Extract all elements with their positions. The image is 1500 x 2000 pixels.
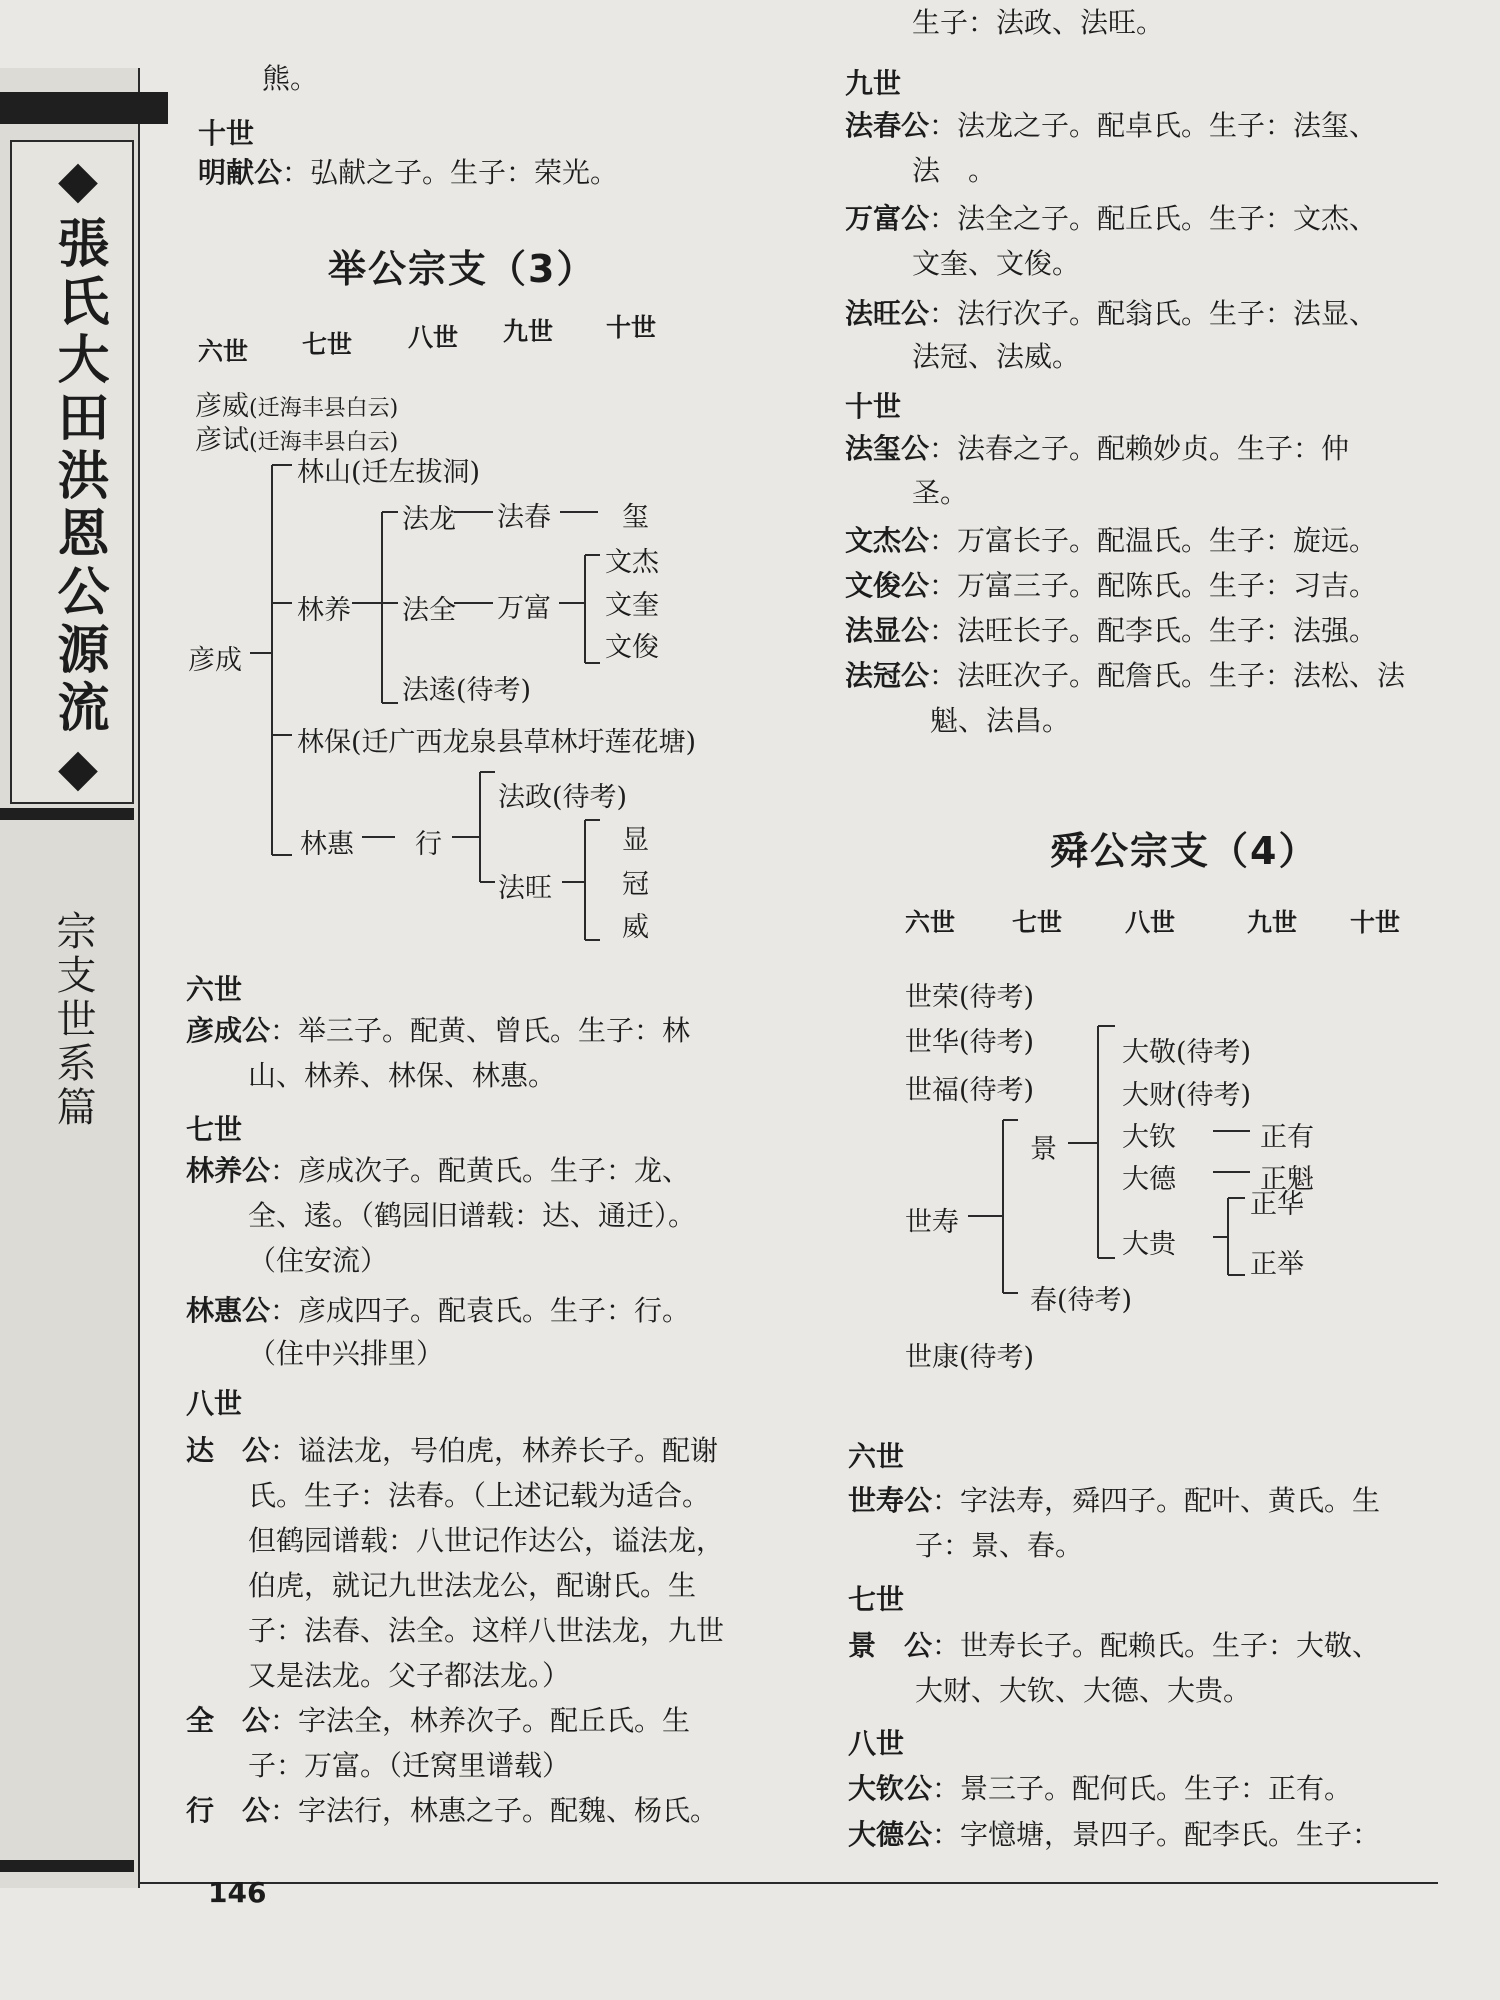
node-shishou: 世寿 [905,1207,959,1238]
node-zhengju: 正举 [1250,1249,1304,1280]
col-header-r8: 八世 [1125,908,1176,937]
entry-wanfu: 万富公：法全之子。配丘氏。生子：文杰、 [845,202,1378,235]
entry-yancheng-cont: 山、林养、林保、林惠。 [248,1059,557,1092]
entry-linhui-cont: （住中兴排里） [248,1337,445,1370]
col-header-10: 十世 [606,313,657,342]
node-wenjun: 文俊 [605,632,659,663]
entry-linyang-cont1: 全、逺。（鹤园旧谱载：达、通迁）。 [248,1199,697,1232]
gen8-label-left: 八世 [186,1387,243,1420]
node-fawang: 法旺 [498,873,552,904]
entry-linyang-cont2: （住安流） [248,1244,389,1277]
entry-jing-cont: 大财、大钦、大德、大贵。 [915,1674,1252,1707]
entry-da-cont4: 子：法春、法全。这样八世法龙，九世 [248,1614,725,1647]
entry-wenjun: 文俊公：万富三子。配陈氏。生子：习吉。 [845,569,1378,602]
node-yanshi: 彦试(迁海丰县白云) [195,425,399,456]
node-dade: 大德 [1122,1164,1176,1195]
entry-shishou-cont: 子：景、春。 [915,1529,1084,1562]
col-header-6: 六世 [198,337,249,366]
entry-wanfu-cont: 文奎、文俊。 [912,247,1081,280]
entry-fawang: 法旺公：法行次子。配翁氏。生子：法显、 [845,297,1378,330]
node-shikang: 世康(待考) [905,1342,1035,1373]
node-linbao: 林保(迁广西龙泉县草林圩莲花塘) [297,727,697,758]
entry-quan: 全 公：字法全，林养次子。配丘氏。生 [186,1704,691,1737]
book-title: ◆張氏大田洪恩公源流◆ [48,150,108,804]
entry-name: 明献公 [198,156,283,189]
entry-dade: 大德公：字憶塘，景四子。配李氏。生子： [848,1818,1381,1851]
gen6-label-left: 六世 [186,973,243,1006]
entry-quan-cont: 子：万富。（迁窝里谱载） [248,1749,571,1782]
entry-faxian: 法显公：法旺长子。配李氏。生子：法强。 [845,614,1378,647]
top-fragment-left: 熊。 [262,62,319,95]
entry-wenjie: 文杰公：万富长子。配温氏。生子：旋远。 [845,524,1378,557]
node-shifu: 世福(待考) [905,1075,1035,1106]
node-zhengkui: 正魁 [1260,1164,1314,1195]
node-wei: 威 [622,912,649,943]
node-fayuan: 法逺(待考) [402,675,532,706]
entry-fachun-cont: 法 。 [912,154,997,187]
top-fragment-right: 生子：法政、法旺。 [912,6,1165,39]
node-zhenghua: 正华 [1250,1189,1304,1220]
entry-faguan-cont: 魁、法昌。 [930,704,1071,737]
entry-linyang: 林养公：彦成次子。配黄氏。生子：龙、 [186,1154,691,1187]
node-dacai: 大财(待考) [1122,1080,1252,1111]
entry-shishou: 世寿公：字法寿，舜四子。配叶、黄氏。生 [848,1484,1381,1517]
node-wenjie: 文杰 [605,547,659,578]
entry-faguan: 法冠公：法旺次子。配詹氏。生子：法松、法 [845,659,1406,692]
node-xi: 玺 [622,502,649,533]
entry-yancheng: 彦成公：举三子。配黄、曾氏。生子：林 [186,1014,691,1047]
node-wenkui: 文奎 [605,590,659,621]
col-header-r10: 十世 [1350,908,1401,937]
section-name: 宗支世系篇 [50,910,96,1130]
entry-hang: 行 公：字法行，林惠之子。配魏、杨氏。 [186,1794,719,1827]
node-fachun: 法春 [497,502,551,533]
node-shirong: 世荣(待考) [905,982,1035,1013]
col-header-r7: 七世 [1012,908,1063,937]
node-daqin: 大钦 [1122,1122,1176,1153]
entry-mingxian: 明献公：弘献之子。生子：荣光。 [198,156,619,189]
gen9-label: 九世 [845,67,902,100]
entry-da: 达 公：谥法龙，号伯虎，林养长子。配谢 [186,1434,719,1467]
node-yanwei: 彦威(迁海丰县白云) [195,391,399,422]
node-xian: 显 [622,825,649,856]
gen7-label-right: 七世 [848,1583,905,1616]
node-falong: 法龙 [402,504,456,535]
gen6-label-right: 六世 [848,1440,905,1473]
node-linshan: 林山(迁左拔洞) [297,457,481,488]
node-faquan: 法全 [402,595,456,626]
node-dagui: 大贵 [1122,1229,1176,1260]
node-hang: 行 [415,829,442,860]
page-number: 146 [208,1876,267,1909]
node-yancheng: 彦成 [188,645,242,676]
entry-da-cont2: 但鹤园谱载：八世记作达公，谥法龙， [248,1524,725,1557]
col-header-r6: 六世 [905,908,956,937]
branch4-title: 舜公宗支（4） [1050,829,1319,873]
node-chun: 春(待考) [1030,1285,1133,1316]
node-guan: 冠 [622,869,649,900]
gen8-label-right: 八世 [848,1727,905,1760]
entry-jing: 景 公：世寿长子。配赖氏。生子：大敬、 [848,1629,1381,1662]
gen7-label-left: 七世 [186,1113,243,1146]
node-shihua: 世华(待考) [905,1027,1035,1058]
node-jing: 景 [1030,1134,1057,1165]
col-header-9: 九世 [503,317,554,346]
entry-fachun: 法春公：法龙之子。配卓氏。生子：法玺、 [845,109,1378,142]
node-linhui: 林惠 [300,829,354,860]
entry-da-cont5: 又是法龙。父子都法龙。） [248,1659,571,1692]
branch3-title: 举公宗支（3） [328,247,597,291]
entry-faxi-cont: 圣。 [912,476,969,509]
node-wanfu: 万富 [497,593,551,624]
entry-linhui: 林惠公：彦成四子。配袁氏。生子：行。 [186,1294,691,1327]
col-header-r9: 九世 [1247,908,1298,937]
entry-daqin: 大钦公：景三子。配何氏。生子：正有。 [848,1772,1353,1805]
entry-fawang-cont: 法冠、法威。 [912,340,1081,373]
entry-text: 弘献之子。生子：荣光。 [310,156,619,189]
entry-da-cont1: 氏。生子：法春。（上述记载为适合。 [248,1479,711,1512]
node-dajing: 大敬(待考) [1122,1037,1252,1068]
entry-da-cont3: 伯虎，就记九世法龙公，配谢氏。生 [248,1569,697,1602]
col-header-7: 七世 [302,330,353,359]
gen10-label-right: 十世 [845,390,902,423]
col-header-8: 八世 [408,323,459,352]
entry-faxi: 法玺公：法春之子。配赖妙贞。生子：仲 [845,432,1350,465]
node-zhengyou: 正有 [1260,1122,1314,1153]
gen10-label: 十世 [198,117,255,150]
node-linyang: 林养 [297,595,351,626]
node-fazheng: 法政(待考) [498,782,628,813]
